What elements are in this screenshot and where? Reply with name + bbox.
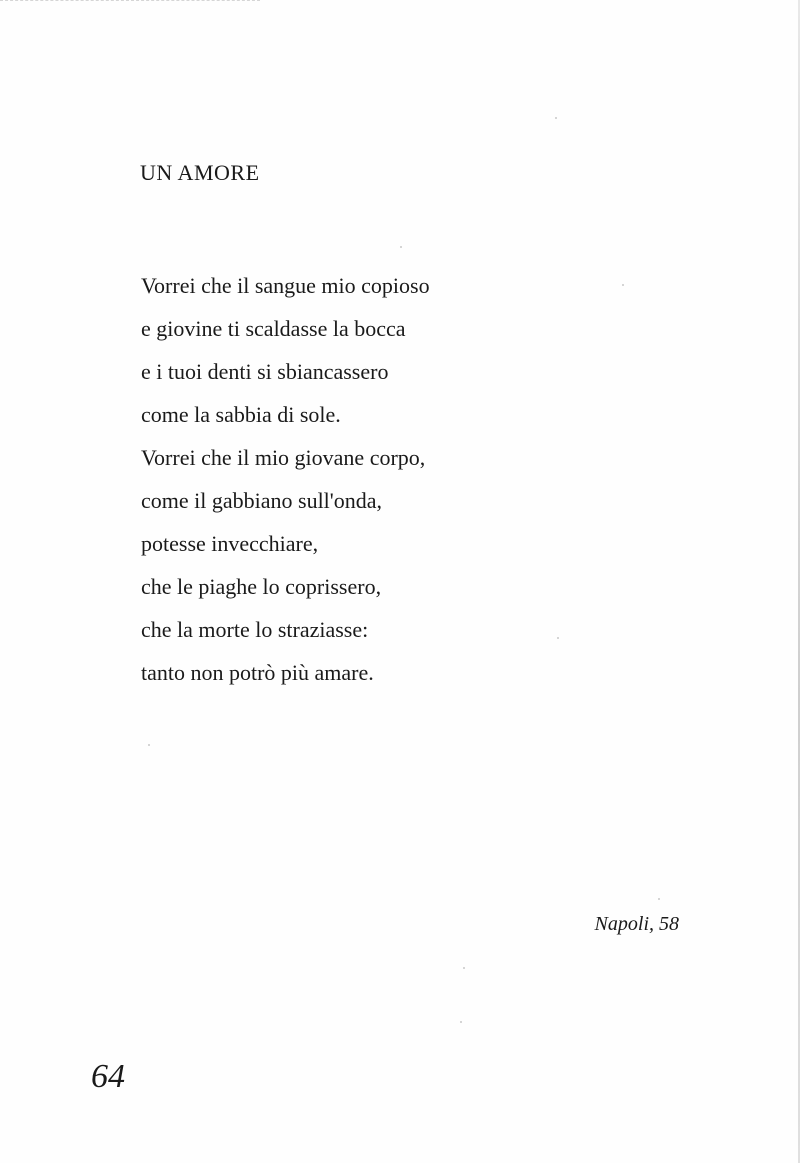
- verse-line: come la sabbia di sole.: [141, 402, 341, 427]
- verse-line: Vorrei che il sangue mio copioso: [141, 273, 430, 298]
- verse-line: che le piaghe lo coprissero,: [141, 574, 382, 599]
- scan-speck: [400, 246, 402, 248]
- verse-line: come il gabbiano sull'onda,: [141, 488, 383, 513]
- scan-edge-mark: [0, 0, 260, 5]
- scan-speck: [658, 898, 660, 900]
- verse-line: e giovine ti scaldasse la bocca: [141, 316, 406, 341]
- verse-line: e i tuoi denti si sbiancassero: [141, 359, 389, 384]
- verse-line: che la morte lo straziasse:: [141, 617, 369, 642]
- verse-line: Vorrei che il mio giovane corpo,: [141, 445, 426, 470]
- scan-speck: [557, 637, 559, 639]
- scan-speck: [555, 117, 557, 119]
- verse-line: tanto non potrò più amare.: [141, 660, 374, 685]
- scan-speck: [622, 284, 624, 286]
- poem-verses: [141, 264, 430, 694]
- page-number: 64: [91, 1058, 125, 1095]
- verse-line: potesse invecchiare,: [141, 531, 319, 556]
- scan-speck: [460, 1021, 462, 1023]
- scan-speck: [148, 744, 150, 746]
- poem-title: UN AMORE: [140, 160, 260, 185]
- scan-speck: [463, 967, 465, 969]
- place-date-signoff: Napoli, 58: [594, 913, 679, 935]
